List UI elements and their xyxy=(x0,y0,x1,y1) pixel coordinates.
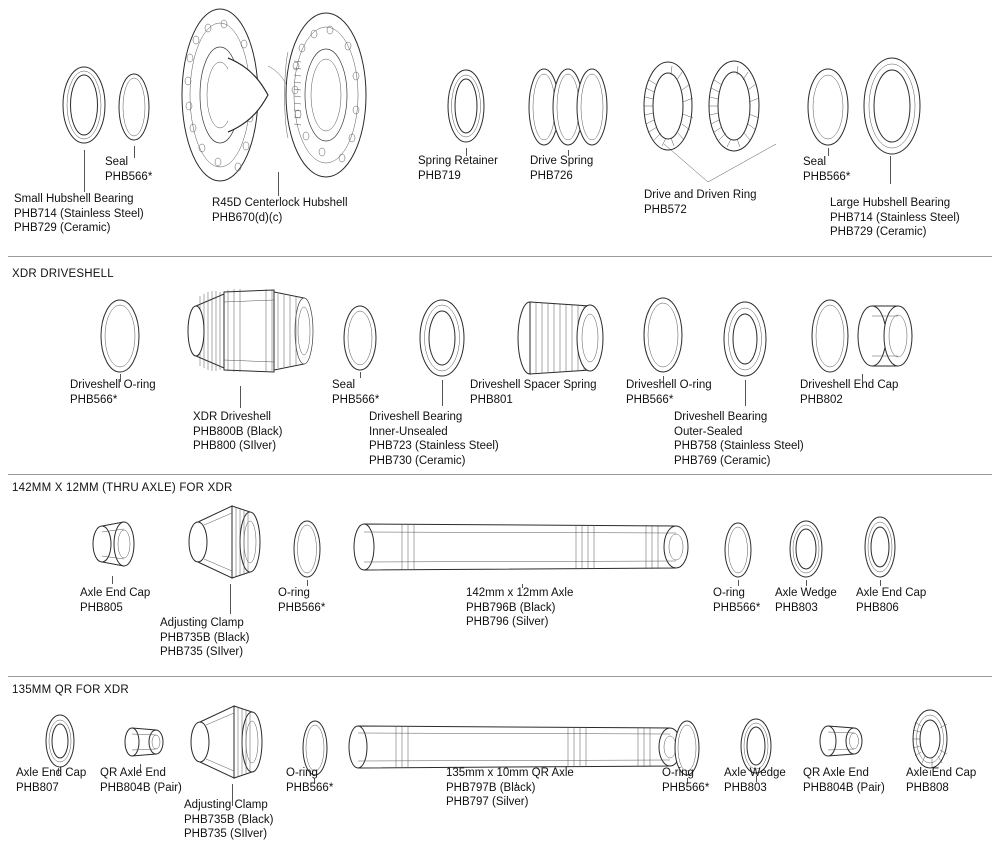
qr-axle-end-left-part xyxy=(118,716,170,768)
caption-line: PHB566* xyxy=(626,393,674,406)
caption-line: Adjusting Clamp xyxy=(160,617,244,629)
caption-line: 135mm x 10mm QR Axle xyxy=(446,767,574,779)
caption-line: PHB804B (Pair) xyxy=(100,781,182,794)
xdr-driveshell-part xyxy=(178,276,320,386)
caption-line: PHB803 xyxy=(775,601,818,614)
seal-left-part xyxy=(112,68,156,146)
caption-line: PHB800B (Black) xyxy=(193,425,283,438)
caption-driveshell-bearing-inner xyxy=(369,410,499,468)
caption-line: Driveshell Bearing xyxy=(674,411,768,423)
caption-line: PHB670(d)(c) xyxy=(212,211,283,224)
caption-line: Adjusting Clamp xyxy=(184,799,268,811)
caption-line: PHB735B (Black) xyxy=(184,813,274,826)
caption-axle-end-cap-806 xyxy=(856,586,926,615)
caption-line: PHB735B (Black) xyxy=(160,631,250,644)
caption-line: PHB729 (Ceramic) xyxy=(14,222,111,234)
caption-line: PHB735 (SIlver) xyxy=(184,828,268,840)
caption-line: Axle End Cap xyxy=(856,587,927,599)
caption-spring-retainer xyxy=(418,154,498,183)
caption-line: PHB769 (Ceramic) xyxy=(674,454,771,467)
caption-driveshell-bearing-outer xyxy=(674,410,804,468)
caption-line: PHB807 xyxy=(16,781,59,794)
section-divider-1 xyxy=(8,256,992,257)
caption-driveshell-seal xyxy=(332,378,379,407)
driveshell-bearing-outer-part xyxy=(716,298,774,380)
caption-line: PHB566* xyxy=(278,601,326,614)
caption-seal-right xyxy=(803,155,850,184)
caption-line: PHB566* xyxy=(662,781,710,794)
caption-qr-axle-end-right xyxy=(803,766,885,795)
axle-end-cap-806-part xyxy=(856,514,904,580)
driveshell-seal-part xyxy=(336,302,384,374)
caption-line: PHB566* xyxy=(286,781,334,794)
caption-oring-qr-left xyxy=(286,766,333,795)
caption-axle-142 xyxy=(466,586,573,630)
caption-driveshell-oring-left xyxy=(70,378,156,407)
axle-end-cap-805-part xyxy=(84,512,142,576)
caption-line: PHB714 (Stainless Steel) xyxy=(830,211,960,224)
leader-line xyxy=(230,584,231,614)
caption-line: R45D Centerlock Hubshell xyxy=(212,197,348,209)
caption-line: Axle Wedge xyxy=(775,587,837,599)
leader-line xyxy=(112,576,113,584)
caption-adjusting-clamp-ta xyxy=(160,616,249,660)
caption-line: Large Hubshell Bearing xyxy=(830,197,951,209)
caption-axle-135 xyxy=(446,766,574,810)
axle-end-cap-808-part xyxy=(902,708,958,770)
caption-seal-left xyxy=(105,155,152,184)
driveshell-end-cap-part xyxy=(806,294,916,378)
centerlock-hubshell-part xyxy=(168,6,388,184)
caption-driveshell-end-cap xyxy=(800,378,898,407)
caption-driveshell-spacer-spring xyxy=(470,378,597,407)
caption-line: PHB566* xyxy=(105,170,153,183)
leader-line xyxy=(745,380,746,406)
caption-line: PHB566* xyxy=(70,393,118,406)
caption-line: O-ring xyxy=(278,587,310,599)
caption-line: PHB566* xyxy=(803,170,851,183)
caption-adjusting-clamp-qr xyxy=(184,798,273,842)
caption-line: PHB719 xyxy=(418,169,461,182)
caption-line: PHB714 (Stainless Steel) xyxy=(14,207,144,220)
caption-line: PHB735 (SIlver) xyxy=(160,646,244,658)
caption-line: PHB723 (Stainless Steel) xyxy=(369,440,499,452)
qr-axle-end-right-part xyxy=(812,712,868,770)
caption-line: PHB808 xyxy=(906,781,949,794)
caption-axle-wedge-ta xyxy=(775,586,837,615)
caption-line: Seal xyxy=(105,156,129,168)
caption-line: PHB566* xyxy=(332,393,380,406)
caption-line: Inner-Unsealed xyxy=(369,425,448,438)
caption-line: PHB803 xyxy=(724,781,767,794)
caption-centerlock-hubshell xyxy=(212,196,348,225)
caption-line: PHB802 xyxy=(800,393,843,406)
driveshell-oring-right-part xyxy=(636,294,690,376)
caption-oring-ta-right xyxy=(713,586,760,615)
leader-line xyxy=(278,172,279,196)
caption-line: Seal xyxy=(332,379,356,391)
caption-drive-driven-ring xyxy=(644,188,757,217)
caption-line: Driveshell O-ring xyxy=(70,379,156,391)
caption-axle-end-cap-805 xyxy=(80,586,150,615)
caption-line: Outer-Sealed xyxy=(674,425,743,438)
section-title-thru-axle: 142MM X 12MM (THRU AXLE) FOR XDR xyxy=(12,482,233,494)
caption-line: XDR Driveshell xyxy=(193,411,271,423)
leader-line xyxy=(84,150,85,192)
seal-right-part xyxy=(800,62,856,152)
section-title-xdr-driveshell: XDR DRIVESHELL xyxy=(12,268,114,280)
caption-axle-end-cap-807 xyxy=(16,766,86,795)
caption-oring-ta-left xyxy=(278,586,325,615)
caption-line: O-ring xyxy=(286,767,318,779)
caption-small-hubshell-bearing xyxy=(14,192,144,236)
caption-line: Driveshell O-ring xyxy=(626,379,712,391)
caption-axle-end-cap-808 xyxy=(906,766,976,795)
driveshell-spacer-spring-part xyxy=(510,292,610,384)
caption-line: PHB797B (Black) xyxy=(446,781,536,794)
section-divider-2 xyxy=(8,474,992,475)
axle-end-cap-807-part xyxy=(36,712,84,770)
caption-line: Spring Retainer xyxy=(418,155,498,167)
caption-line: PHB805 xyxy=(80,601,123,614)
caption-line: QR Axle End xyxy=(100,767,166,779)
caption-line: Small Hubshell Bearing xyxy=(14,193,134,205)
driveshell-oring-left-part xyxy=(92,296,148,376)
caption-line: PHB730 (Ceramic) xyxy=(369,454,466,467)
section-divider-3 xyxy=(8,676,992,677)
driveshell-bearing-inner-part xyxy=(412,296,472,380)
caption-line: PHB729 (Ceramic) xyxy=(830,226,927,238)
caption-line: 142mm x 12mm Axle xyxy=(466,587,574,599)
caption-line: PHB800 (SIlver) xyxy=(193,440,277,452)
caption-line: PHB796B (Black) xyxy=(466,601,556,614)
caption-line: PHB726 xyxy=(530,169,573,182)
caption-line: Driveshell End Cap xyxy=(800,379,899,391)
oring-ta-left-part xyxy=(288,518,326,580)
caption-oring-qr-right xyxy=(662,766,709,795)
caption-line: PHB572 xyxy=(644,203,687,216)
caption-large-hubshell-bearing xyxy=(830,196,960,240)
caption-line: Axle End Cap xyxy=(80,587,151,599)
axle-142-part xyxy=(346,510,698,584)
section-title-qr: 135MM QR FOR XDR xyxy=(12,684,129,696)
small-hubshell-bearing-part xyxy=(56,60,112,150)
caption-line: Driveshell Bearing xyxy=(369,411,463,423)
caption-line: Drive Spring xyxy=(530,155,594,167)
oring-ta-right-part xyxy=(718,520,758,580)
leader-line xyxy=(442,380,443,406)
leader-line xyxy=(890,156,891,184)
caption-line: PHB797 (Silver) xyxy=(446,796,529,808)
adjusting-clamp-qr-part xyxy=(188,700,274,784)
caption-line: PHB801 xyxy=(470,393,513,406)
leader-line xyxy=(240,386,241,408)
adjusting-clamp-ta-part xyxy=(186,500,272,584)
caption-line: Axle Wedge xyxy=(724,767,786,779)
caption-line: Drive and Driven Ring xyxy=(644,189,757,201)
caption-drive-spring xyxy=(530,154,593,183)
caption-driveshell-oring-right xyxy=(626,378,712,407)
caption-line: QR Axle End xyxy=(803,767,869,779)
caption-xdr-driveshell xyxy=(193,410,282,454)
caption-line: Axle End Cap xyxy=(16,767,87,779)
leader-line xyxy=(660,140,780,186)
caption-line: PHB806 xyxy=(856,601,899,614)
caption-line: Axle End Cap xyxy=(906,767,977,779)
caption-qr-axle-end-left xyxy=(100,766,182,795)
drive-spring-part xyxy=(520,62,620,152)
caption-line: PHB566* xyxy=(713,601,761,614)
caption-axle-wedge-qr xyxy=(724,766,786,795)
spring-retainer-part xyxy=(440,64,492,148)
caption-line: O-ring xyxy=(662,767,694,779)
caption-line: PHB804B (Pair) xyxy=(803,781,885,794)
caption-line: PHB796 (Silver) xyxy=(466,616,549,628)
caption-line: Seal xyxy=(803,156,827,168)
caption-line: O-ring xyxy=(713,587,745,599)
large-hubshell-bearing-part xyxy=(856,54,928,158)
caption-line: PHB758 (Stainless Steel) xyxy=(674,440,804,452)
axle-wedge-ta-part xyxy=(782,518,830,580)
caption-line: Driveshell Spacer Spring xyxy=(470,379,597,391)
